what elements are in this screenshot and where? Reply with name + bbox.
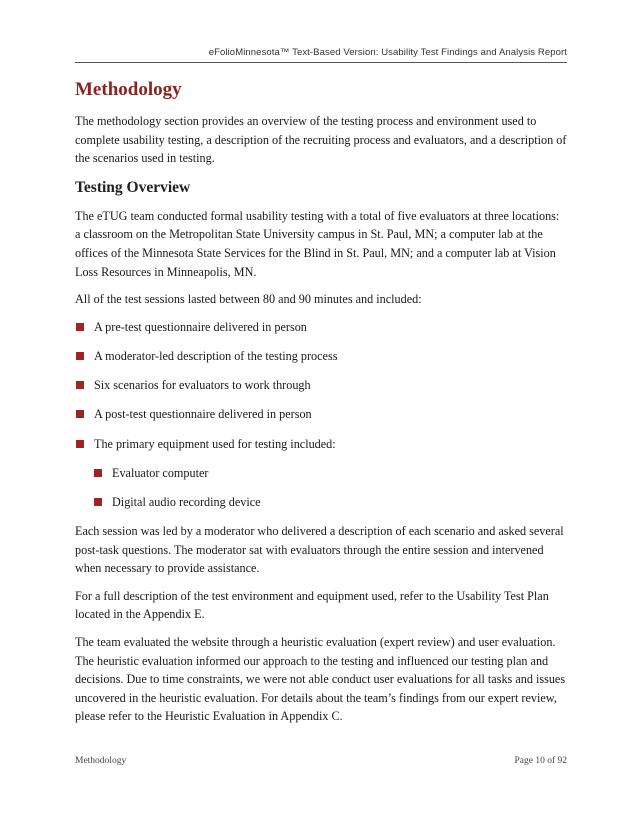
square-bullet-icon xyxy=(76,440,84,448)
list-item xyxy=(93,493,567,512)
subsection-title: Testing Overview xyxy=(75,178,191,196)
square-bullet-icon xyxy=(94,469,102,477)
paragraph-session-length: All of the test sessions lasted between 80 and 90 minutes and included: xyxy=(75,292,422,307)
list-item xyxy=(75,318,567,337)
list-item xyxy=(75,347,567,366)
session-items-list xyxy=(75,318,567,453)
square-bullet-icon xyxy=(76,323,84,331)
list-item xyxy=(75,435,567,454)
paragraph-heuristic-evaluation: The team evaluated the website through a heuristic evaluation (expert review) and user evaluation. The heuristic evaluation informed our approach to the testing and influenced our testing plan and decisions. Due to time constraints, we were not able conduct user evaluations for all tasks and issues uncovered in the heuristic evaluation. For details about the team’s findings from our expert review, please refer to the Heuristic Evaluation in Appendix C. xyxy=(75,635,566,724)
footer-page-number: Page 10 of 92 xyxy=(514,756,567,766)
list-item-text: The primary equipment used for testing included: xyxy=(94,436,336,451)
header-divider xyxy=(75,62,567,63)
list-item xyxy=(75,376,567,395)
page-footer xyxy=(75,756,567,766)
equipment-list xyxy=(75,464,567,512)
list-item-text: A moderator-led description of the testing process xyxy=(94,348,338,363)
list-item-text: A pre-test questionnaire delivered in person xyxy=(94,319,307,334)
page-content xyxy=(75,78,567,735)
list-item-text: Six scenarios for evaluators to work through xyxy=(94,378,311,393)
list-item-text: A post-test questionnaire delivered in person xyxy=(94,407,312,422)
square-bullet-icon xyxy=(94,498,102,506)
paragraph-moderator: Each session was led by a moderator who delivered a description of each scenario and asked several post-task questions. The moderator sat with evaluators through the entire session and intervened when necessary to provide assistance. xyxy=(75,524,564,576)
square-bullet-icon xyxy=(76,410,84,418)
list-item xyxy=(75,405,567,424)
footer-section-name: Methodology xyxy=(75,756,127,766)
square-bullet-icon xyxy=(76,381,84,389)
square-bullet-icon xyxy=(76,352,84,360)
list-item-text: Evaluator computer xyxy=(112,465,209,480)
section-intro: The methodology section provides an overview of the testing process and environment used to complete usability testing, a description of the recruiting process and evaluators, and a description of the scenarios used in testing. xyxy=(75,114,567,166)
section-title: Methodology xyxy=(75,79,182,100)
list-item xyxy=(93,464,567,483)
list-item-text: Digital audio recording device xyxy=(112,494,261,509)
paragraph-locations: The eTUG team conducted formal usability testing with a total of five evaluators at three locations: a classroom on the Metropolitan State University campus in St. Paul, MN; a computer lab at the offices of the Minnesota State Services for the Blind in St. Paul, MN; and a computer lab at Vision Loss Resources in Minneapolis, MN. xyxy=(75,208,560,279)
page-header: eFolioMinnesota™ Text-Based Version: Usability Test Findings and Analysis Report xyxy=(208,47,567,58)
paragraph-test-plan-reference: For a full description of the test environment and equipment used, refer to the Usability Test Plan located in the Appendix E. xyxy=(75,588,549,622)
